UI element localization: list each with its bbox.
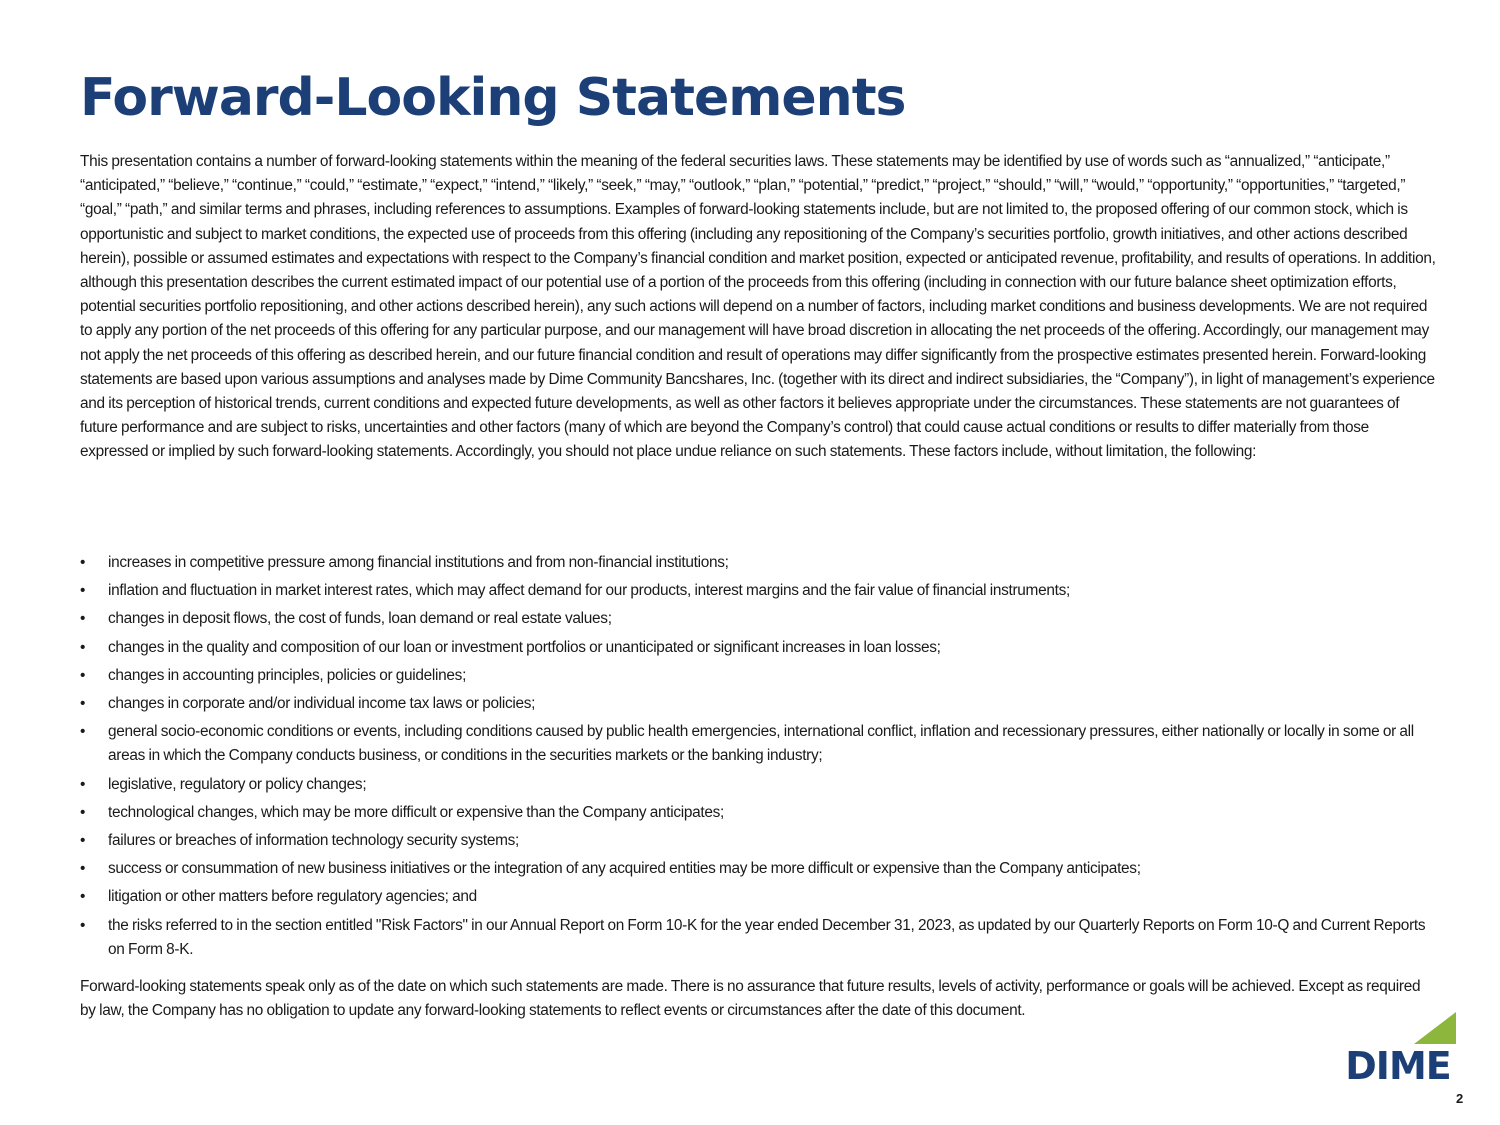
- list-item: [80, 829, 1436, 853]
- list-item: [80, 636, 1436, 660]
- bullet-icon: •: [80, 695, 86, 713]
- bullet-icon: •: [80, 638, 86, 656]
- list-item: [80, 885, 1436, 909]
- list-item: [80, 692, 1436, 716]
- list-item-text: litigation or other matters before regulatory agencies; and: [108, 888, 477, 906]
- list-item-text: general socio-economic conditions or events, including conditions caused by public health emergencies, international conflict, inflation and recessionary pressures, either nationally or locally in some or all areas in which the Company conducts business, or conditions in the securities markets or the banking industry;: [108, 723, 1414, 765]
- list-item: [80, 914, 1436, 962]
- bullet-icon: •: [80, 610, 86, 628]
- bullet-icon: •: [80, 916, 86, 934]
- list-item-text: failures or breaches of information technology security systems;: [108, 832, 519, 850]
- dime-logo: [1336, 1010, 1460, 1086]
- bullet-icon: •: [80, 803, 86, 821]
- closing-paragraph: Forward-looking statements speak only as of the date on which such statements are made. There is no assurance that future results, levels of activity, performance or goals will be achieved. Except as required by law, the Company has no obligation to update any forward-looking statements to reflect events or circumstances after the date of this document.: [80, 978, 1421, 1020]
- list-item-text: changes in corporate and/or individual income tax laws or policies;: [108, 695, 536, 713]
- list-item: [80, 720, 1436, 768]
- bullet-icon: •: [80, 832, 86, 850]
- list-item: [80, 607, 1436, 631]
- bullet-icon: •: [80, 582, 86, 600]
- page-number: 2: [1456, 1091, 1464, 1106]
- list-item-text: the risks referred to in the section entitled "Risk Factors" in our Annual Report on Form 10-K for the year ended December 31, 2023, as updated by our Quarterly Reports on Form 10-Q and Current Reports on Form 8-K.: [108, 916, 1426, 958]
- list-item: [80, 579, 1436, 603]
- bullet-icon: •: [80, 775, 86, 793]
- intro-paragraph: This presentation contains a number of forward-looking statements within the meaning of the federal securities laws. These statements may be identified by use of words such as “annualized,” “anticipate,” “anticipated,” “believe,” “continue,” “could,” “estimate,” “expect,” “intend,” “likely,” “seek,” “may,” “outlook,” “plan,” “potential,” “predict,” “project,” “should,” “will,” “would,” “opportunity,” “opportunities,” “targeted,” “goal,” “path,” and similar terms and phrases, including references to assumptions. Examples of forward-looking statements include, but are not limited to, the proposed offering of our common stock, which is opportunistic and subject to market conditions, the expected use of proceeds from this offering (including any repositioning of the Company’s securities portfolio, growth initiatives, and other actions described herein), possible or assumed estimates and expectations with respect to the Company’s financial condition and market position, expected or anticipated revenue, profitability, and results of operations. In addition, although this presentation describes the current estimated impact of our potential use of a portion of the proceeds from this offering (including in connection with our future balance sheet optimization efforts, potential securities portfolio repositioning, and other actions described herein), any such actions will depend on a number of factors, including market conditions and business developments. We are not required to apply any portion of the net proceeds of this offering for any particular purpose, and our management will have broad discretion in allocating the net proceeds of the offering. Accordingly, our management may not apply the net proceeds of this offering as described herein, and our future financial condition and result of operations may differ significantly from the prospective estimates presented herein. Forward-looking statements are based upon various assumptions and analyses made by Dime Community Bancshares, Inc. (together with its direct and indirect subsidiaries, the “Company”), in light of management’s experience and its perception of historical trends, current conditions and expected future developments, as well as other factors it believes appropriate under the circumstances. These statements are not guarantees of future performance and are subject to risks, uncertainties and other factors (many of which are beyond the Company’s control) that could cause actual conditions or results to differ materially from those expressed or implied by such forward-looking statements. Accordingly, you should not place undue reliance on such statements. These factors include, without limitation, the following:: [80, 153, 1436, 461]
- list-item-text: success or consummation of new business initiatives or the integration of any acquired entities may be more difficult or expensive than the Company anticipates;: [108, 860, 1141, 878]
- page-title: Forward-Looking Statements: [80, 68, 906, 128]
- bullet-icon: •: [80, 860, 86, 878]
- list-item: [80, 773, 1436, 797]
- list-item-text: inflation and fluctuation in market interest rates, which may affect demand for our products, interest margins and the fair value of financial instruments;: [108, 582, 1070, 600]
- risk-factor-list: [80, 551, 1436, 966]
- list-item: [80, 801, 1436, 825]
- list-item: [80, 551, 1436, 575]
- list-item: [80, 664, 1436, 688]
- list-item: [80, 857, 1436, 881]
- list-item-text: changes in deposit flows, the cost of funds, loan demand or real estate values;: [108, 610, 612, 628]
- bullet-icon: •: [80, 723, 86, 741]
- list-item-text: legislative, regulatory or policy changes;: [108, 775, 367, 793]
- bullet-icon: •: [80, 554, 86, 571]
- bullet-icon: •: [80, 888, 86, 906]
- list-item-text: technological changes, which may be more difficult or expensive than the Company anticipates;: [108, 803, 725, 821]
- logo-wordmark: DIME: [1345, 1044, 1451, 1088]
- list-item-text: changes in accounting principles, policies or guidelines;: [108, 666, 467, 684]
- bullet-icon: •: [80, 666, 86, 684]
- list-item-text: changes in the quality and composition of our loan or investment portfolios or unanticipated or significant increases in loan losses;: [108, 638, 941, 656]
- list-item-text: increases in competitive pressure among financial institutions and from non-financial institutions;: [108, 554, 729, 571]
